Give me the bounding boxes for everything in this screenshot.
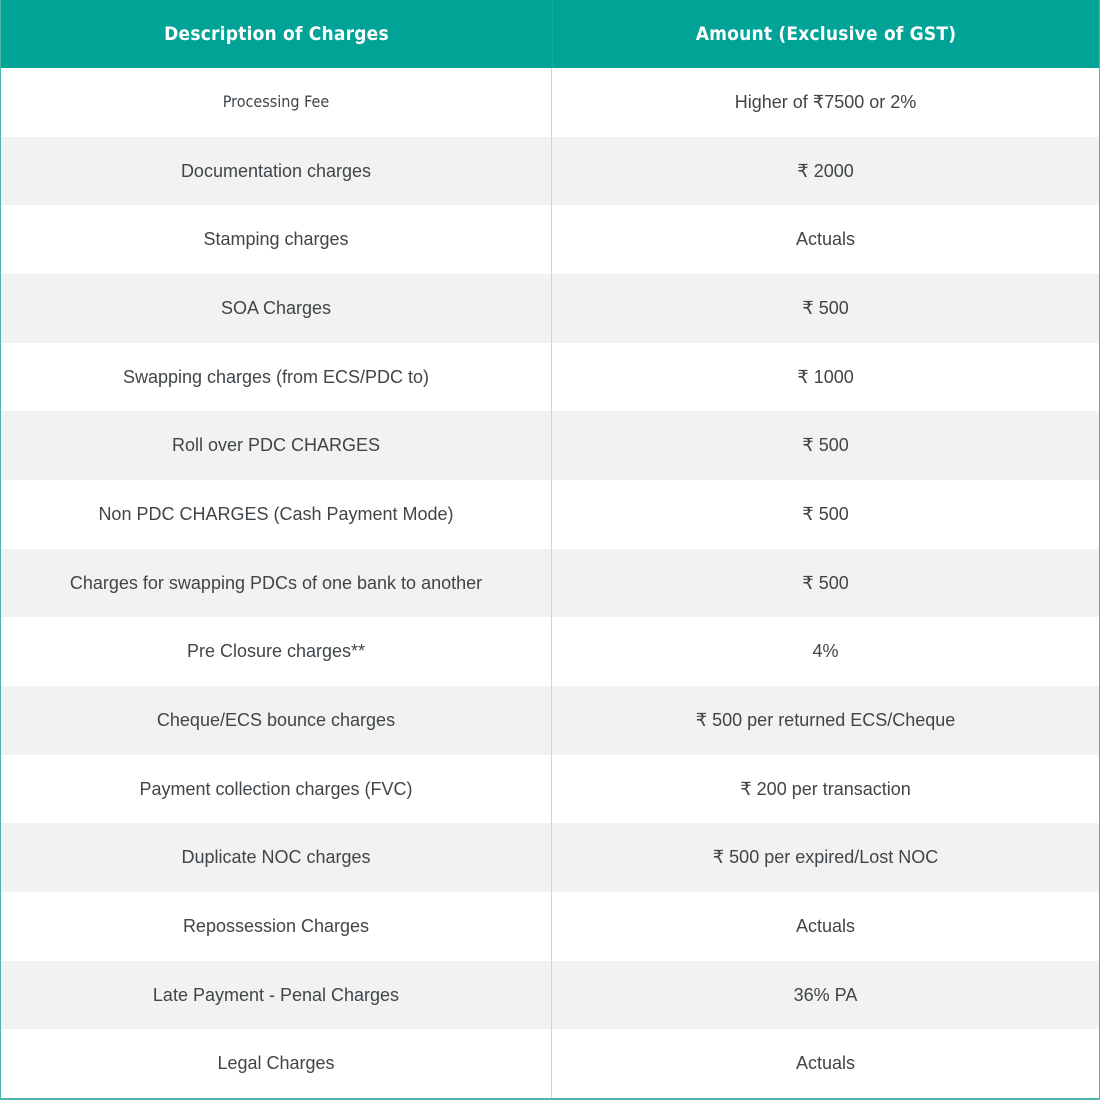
cell-amount: 36% PA (793, 984, 858, 1005)
cell-description: Legal Charges (1, 1029, 552, 1098)
column-header-amount: Amount (Exclusive of GST) (552, 0, 1099, 68)
cell-amount: ₹ 500 (802, 298, 849, 319)
table-row (1, 1029, 1099, 1098)
table-row (1, 617, 1099, 686)
cell-description: Cheque/ECS bounce charges (1, 686, 552, 755)
table-row (1, 686, 1099, 755)
cell-description: Stamping charges (1, 205, 552, 274)
table-row (1, 961, 1099, 1030)
cell-amount: ₹ 200 per transaction (740, 778, 911, 799)
cell-amount: ₹ 1000 (797, 366, 854, 387)
cell-description: Processing Fee (1, 68, 552, 137)
table-row (1, 343, 1099, 412)
cell-description: Duplicate NOC charges (1, 823, 552, 892)
cell-description: Roll over PDC CHARGES (1, 411, 552, 480)
cell-amount: ₹ 2000 (797, 160, 854, 181)
cell-description: Documentation charges (1, 137, 552, 206)
table-row (1, 892, 1099, 961)
table-row (1, 480, 1099, 549)
cell-description: Non PDC CHARGES (Cash Payment Mode) (1, 480, 552, 549)
table-row (1, 137, 1099, 206)
table-header-row (1, 0, 1099, 68)
table-row (1, 411, 1099, 480)
cell-description: Repossession Charges (1, 892, 552, 961)
column-header-description: Description of Charges (164, 23, 389, 45)
cell-description: Pre Closure charges** (1, 617, 552, 686)
cell-description: Late Payment - Penal Charges (1, 961, 552, 1030)
table-row (1, 274, 1099, 343)
cell-amount: ₹ 500 per returned ECS/Cheque (695, 710, 956, 731)
cell-amount: Actuals (795, 1053, 856, 1074)
table-row (1, 205, 1099, 274)
cell-amount: Actuals (795, 916, 856, 937)
cell-description: Swapping charges (from ECS/PDC to) (1, 343, 552, 412)
cell-amount: ₹ 500 per expired/Lost NOC (712, 847, 939, 868)
cell-amount: 4% (812, 641, 839, 662)
cell-description: Payment collection charges (FVC) (1, 755, 552, 824)
cell-amount: ₹ 500 (802, 504, 849, 525)
table-row (1, 823, 1099, 892)
table-row (1, 68, 1099, 137)
cell-amount: Higher of ₹7500 or 2% (734, 92, 917, 113)
cell-amount: ₹ 500 (802, 435, 849, 456)
cell-description: SOA Charges (1, 274, 552, 343)
cell-amount: Actuals (795, 229, 856, 250)
cell-amount: ₹ 500 (802, 572, 849, 593)
cell-description: Charges for swapping PDCs of one bank to another (1, 549, 552, 618)
table-row (1, 549, 1099, 618)
table-body (1, 68, 1099, 1098)
table-row (1, 755, 1099, 824)
